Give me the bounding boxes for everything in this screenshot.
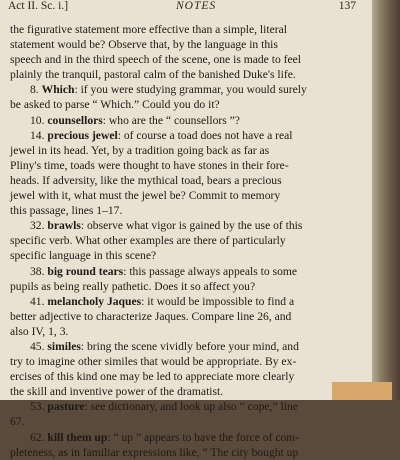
text-line [10,264,362,279]
note-term: similes [47,339,81,353]
text-line [10,218,362,233]
text-line: also IV, 1, 3. [10,324,69,338]
text-line [10,294,362,309]
text-line: plainly the tranquil, pastoral calm of the banished Duke's life. [10,68,296,82]
note-term: kill them up [47,430,108,444]
text-line [10,113,362,128]
text-line: speech and in the third speech of the scene, one is made to feel [10,53,302,67]
text-line: Pliny's time, toads were thought to have stones in their fore- [10,158,289,172]
note-number: 53. [30,400,48,414]
text-line [10,399,362,414]
note-number: 62. [30,430,48,444]
note-text: : if you were studying grammar, you would surely [74,83,307,97]
text-line [10,82,362,97]
note-text: : “ up ” appears to have the force of com- [107,430,300,444]
note-number: 41. [30,294,48,308]
text-line: statement would be? Observe that, by the language in this [10,38,278,52]
running-head-act: Act II. Sc. i.] [8,0,69,12]
book-edge [372,0,400,400]
note-number: 10. [30,113,48,127]
note-number: 14. [30,128,48,142]
text-line: the figurative statement more effective than a simple, literal [10,23,287,36]
page-number: 137 [338,0,356,12]
text-line: be asked to parse “ Which.” Could you do it? [10,98,220,112]
text-line: 67. [10,415,25,429]
text-line [10,339,362,354]
text-line: better adjective to characterize Jaques. Compare line 26, and [10,309,292,323]
text-line: the skill and inventive power of the dramatist. [10,385,224,399]
notes-body [10,22,362,460]
text-line: pupils as being really pathetic. Does it so affect you? [10,279,256,293]
note-number: 8. [30,83,42,97]
note-text: : see dictionary, and look up also “ cope,” line [84,400,298,414]
note-term: Which [41,83,75,97]
text-line: this passage, lines 1–17. [10,204,123,218]
note-term: precious jewel [47,128,118,142]
text-line: heads. If adversity, like the mythical toad, bears a precious [10,173,282,187]
note-number: 38. [30,264,48,278]
text-line: jewel with it, what must the jewel be? Commit to memory [10,189,281,203]
page-header [8,0,364,16]
running-head-title: NOTES [176,0,217,12]
note-text: : who are the “ counsellors ”? [102,113,240,127]
note-number: 32. [30,219,48,233]
text-line: ercises of this kind one may be led to appreciate more clearly [10,370,295,384]
note-text: : it would be impossible to find a [141,294,295,308]
note-term: big round tears [47,264,124,278]
note-text: : this passage always appeals to some [123,264,298,278]
note-number: 45. [30,339,48,353]
note-text: : of course a toad does not have a real [117,128,293,142]
text-line [10,430,362,445]
note-term: pasture [47,400,85,414]
text-line: try to imagine other similes that would be appropriate. By ex- [10,355,297,369]
text-line: specific verb. What other examples are there of particularly [10,234,286,248]
note-term: brawls [47,219,81,233]
text-line: specific language in this scene? [10,249,157,263]
text-line [10,128,362,143]
text-line: pleteness, as in familiar expressions like, “ The city bought up [10,445,299,459]
note-text: : bring the scene vividly before your mind, and [80,339,299,353]
note-term: melancholy Jaques [47,294,142,308]
note-term: counsellors [47,113,103,127]
page-tab [332,382,392,400]
note-text: : observe what vigor is gained by the use of this [80,219,303,233]
text-line: jewel in its head. Yet, by a tradition going back as far as [10,143,270,157]
